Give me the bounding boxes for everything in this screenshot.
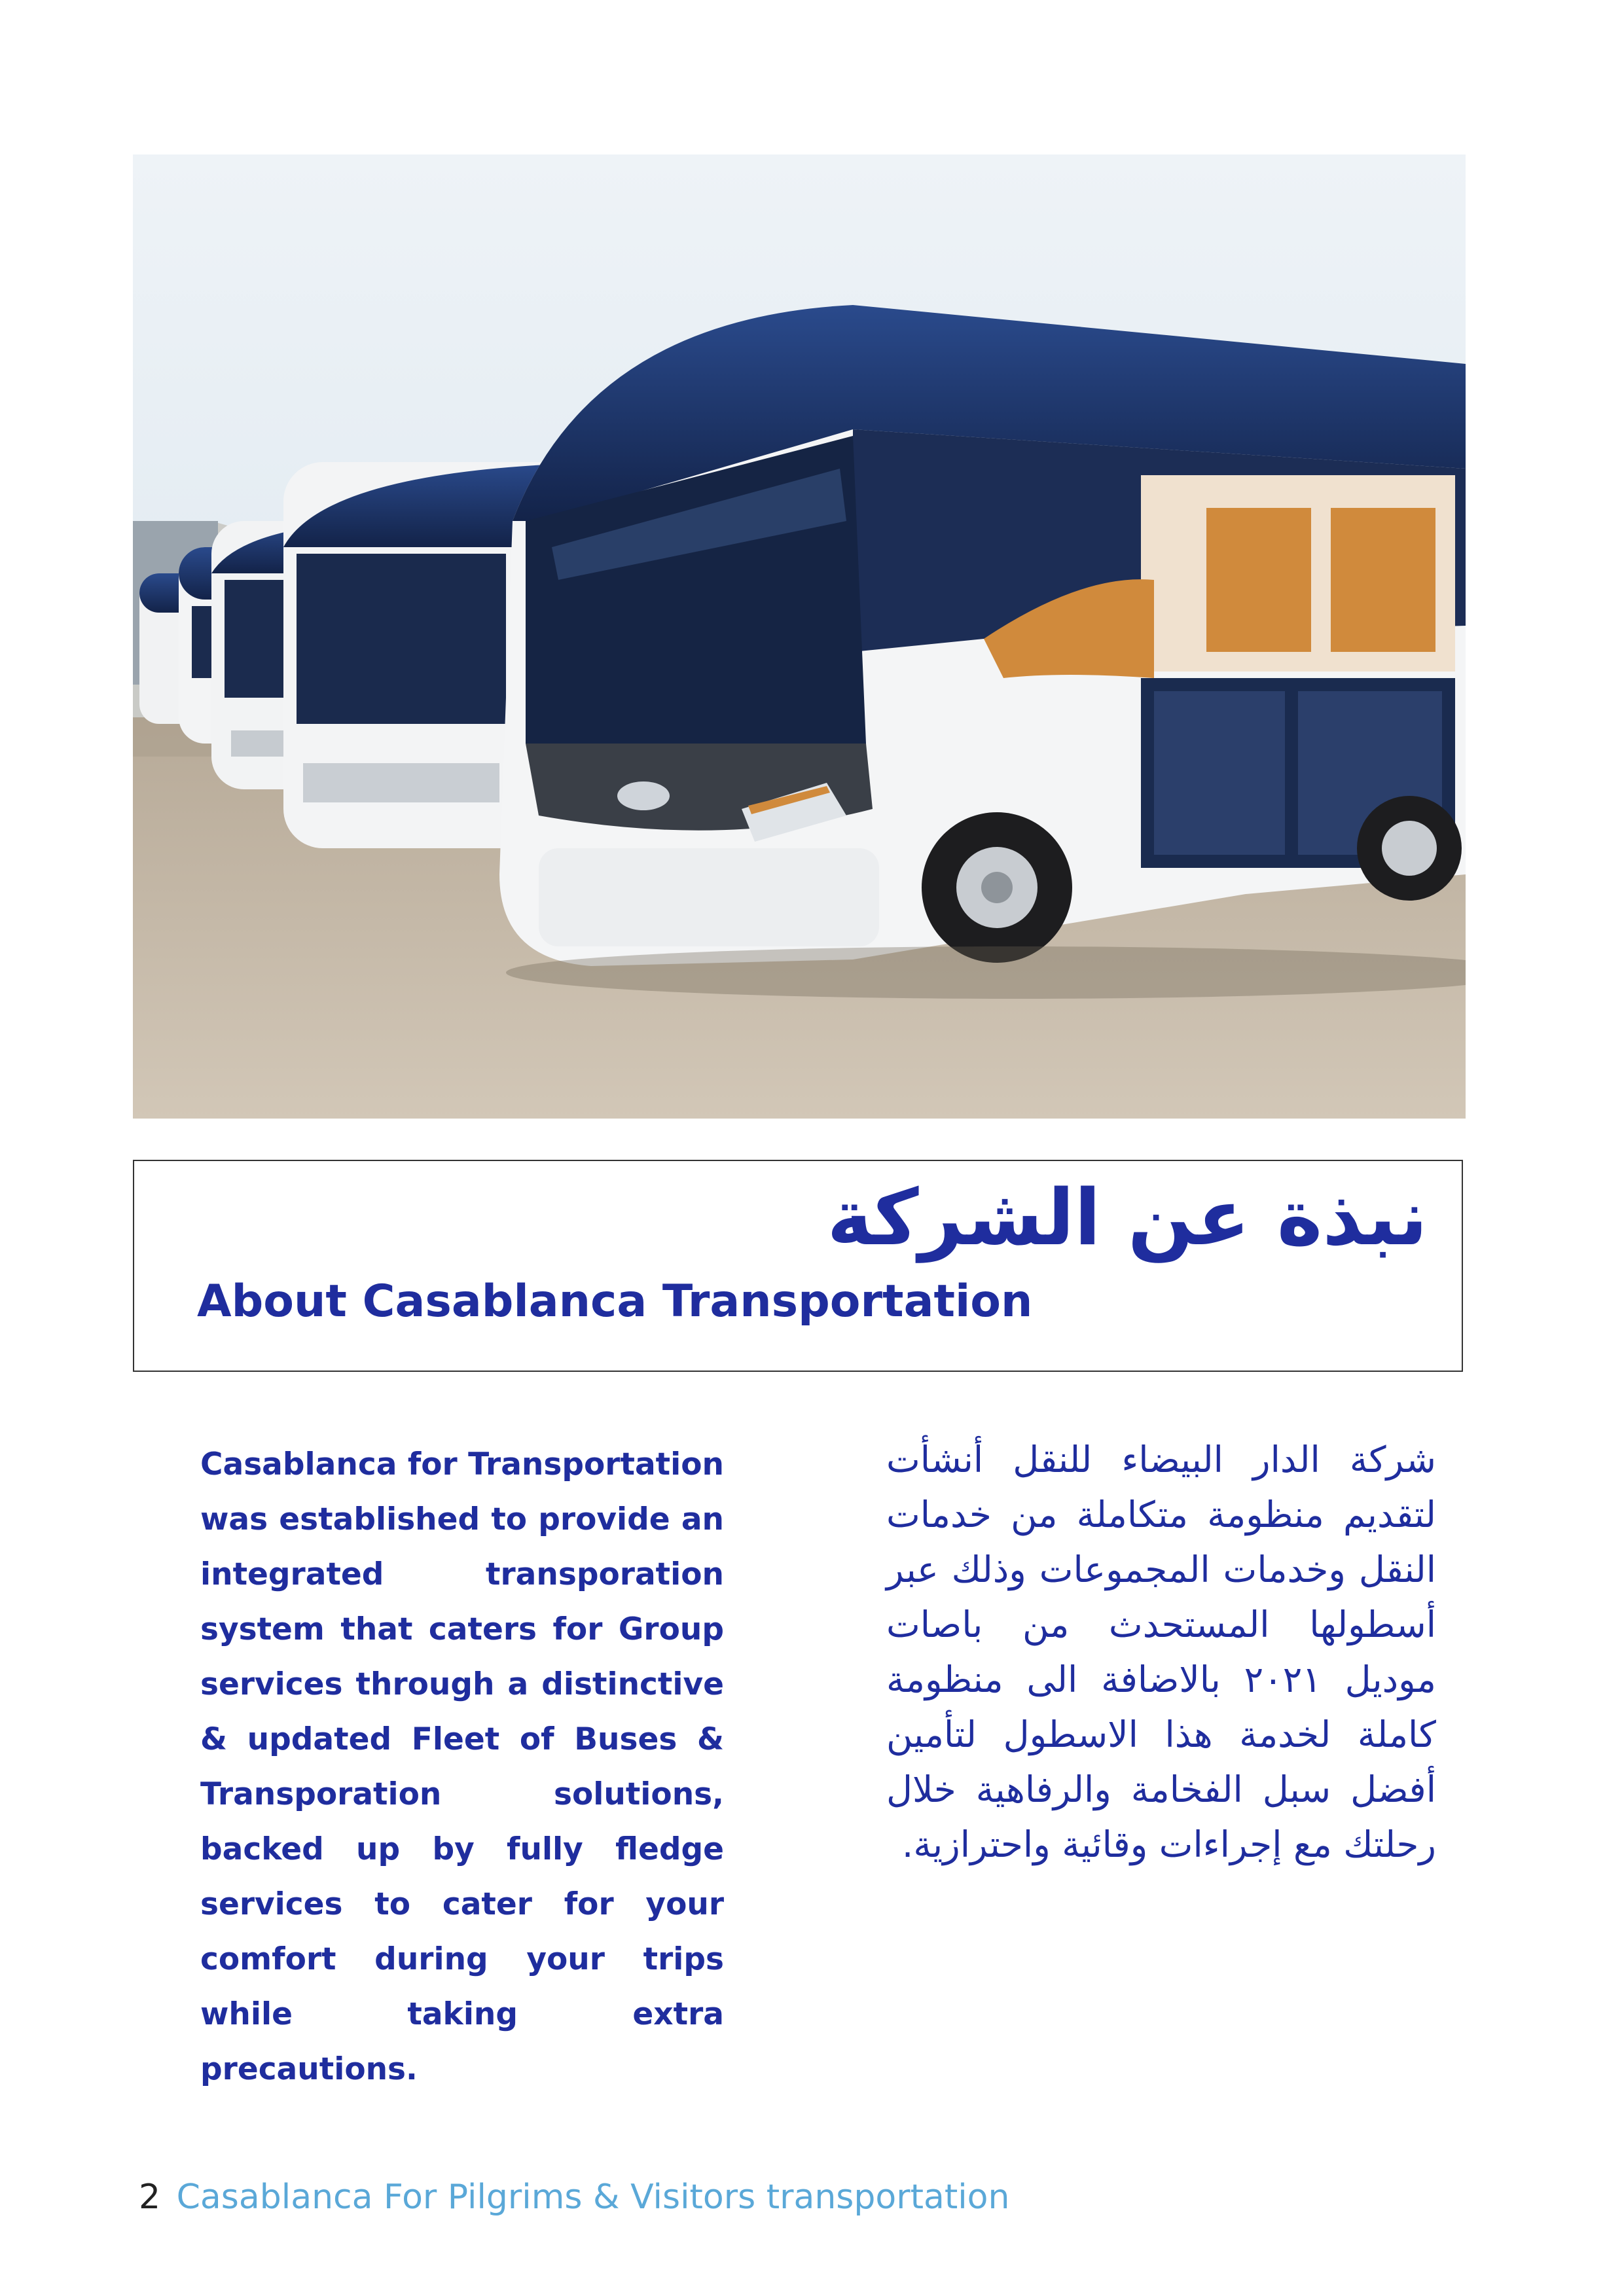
- title-english: About Casablanca Transportation: [197, 1276, 1033, 1327]
- body-english: Casablanca for Transportation was established to provide an integrated transporation system that caters for Group services through a distinctive & updated Fleet of Buses & Transporation solutions, backed up by fully fledge services to cater for your comfort during your trips while taking extra precautions.: [200, 1446, 724, 2087]
- bus-fleet-photo: [133, 154, 1466, 1119]
- section-title-box: [133, 1160, 1463, 1372]
- title-arabic: نبذة عن الشركة: [827, 1172, 1428, 1263]
- footer-text: Casablanca For Pilgrims & Visitors transportation: [176, 2178, 1010, 2217]
- body-arabic: شركة الدار البيضاء للنقل أنشأت لتقديم منظومة متكاملة من خدمات النقل وخدمات المجموعات وذلك عبر أسطولها المستحدث من باصات موديل ٢٠٢١ بالاضافة الى منظومة كاملة لخدمة هذا الاسطول لتأمين أفضل سبل الفخامة والرفاهية خلال رحلتك مع إجراءات وقائية واحترازية.: [886, 1439, 1436, 1865]
- page-footer: [139, 2177, 1009, 2217]
- page-number: 2: [139, 2178, 161, 2217]
